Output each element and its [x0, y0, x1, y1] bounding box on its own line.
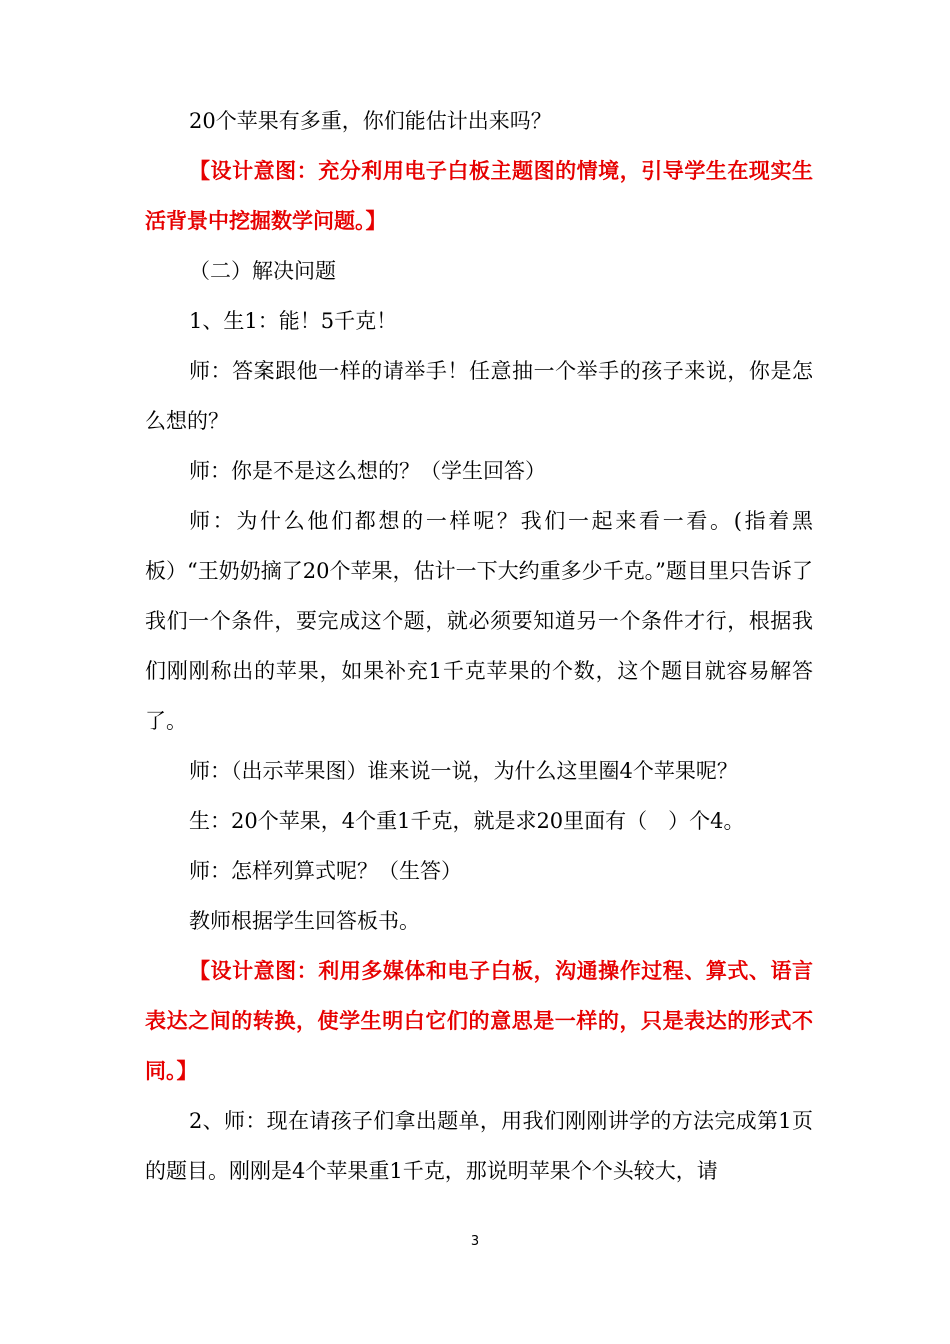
paragraph-task-2: 2、师：现在请孩子们拿出题单，用我们刚刚讲学的方法完成第1页的题目。刚刚是4个苹果重1千克，那说明苹果个个头较大，请: [145, 1109, 813, 1183]
paragraph-teacher-1: 师：答案跟他一样的请举手！任意抽一个举手的孩子来说，你是怎么想的？: [145, 359, 813, 433]
paragraph-board-writing: 教师根据学生回答板书。: [189, 909, 420, 933]
page-number: 3: [470, 1234, 480, 1249]
design-intent-note: 【设计意图：充分利用电子白板主题图的情境，引导学生在现实生活背景中挖掘数学问题。】: [145, 159, 813, 233]
section-heading: （二）解决问题: [189, 259, 336, 283]
paragraph-teacher-3: 师：为什么他们都想的一样呢？我们一起来看一看。(指着黑板）“王奶奶摘了20个苹果，估计一下大约重多少千克。”题目里只告诉了我们一个条件，要完成这个题，就必须要知道另一个条件才行，根据我们刚刚称出的苹果，如果补充1千克苹果的个数，这个题目就容易解答了。: [145, 509, 813, 733]
paragraph-teacher-5: 师：怎样列算式呢？（生答）: [189, 859, 462, 883]
paragraph-student-2: 生：20个苹果，4个重1千克，就是求20里面有（ ）个4。: [189, 809, 745, 833]
paragraph-teacher-2: 师：你是不是这么想的？（学生回答）: [189, 459, 546, 483]
paragraph-question: 20个苹果有多重，你们能估计出来吗？: [189, 109, 552, 133]
paragraph-teacher-4: 师：（出示苹果图）谁来说一说，为什么这里圈4个苹果呢？: [189, 759, 738, 783]
design-intent-note: 【设计意图：利用多媒体和电子白板，沟通操作过程、算式、语言表达之间的转换，使学生明白它们的意思是一样的，只是表达的形式不同。】: [145, 959, 813, 1083]
paragraph-student-answer: 1、生1：能！5千克！: [189, 309, 398, 333]
page-content: [145, 96, 813, 1196]
